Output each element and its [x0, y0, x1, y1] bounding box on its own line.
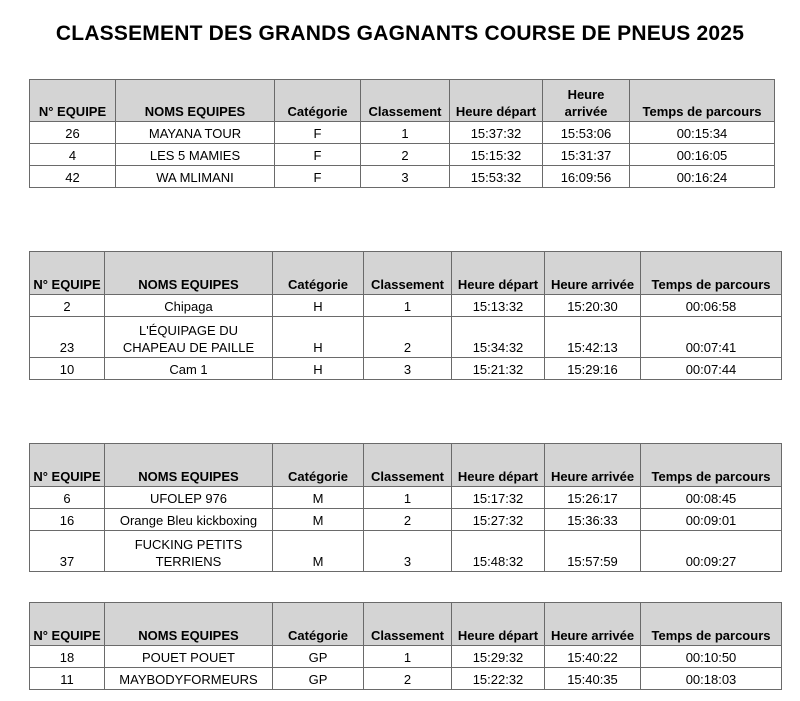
cell-ranking: 1	[361, 122, 450, 144]
page-title: CLASSEMENT DES GRANDS GAGNANTS COURSE DE PNEUS 2025	[55, 22, 745, 45]
table-row	[30, 317, 782, 358]
cell-arrival-time: 16:09:56	[543, 166, 630, 188]
header-ranking: Classement	[364, 603, 452, 646]
cell-ranking: 1	[364, 646, 452, 668]
header-start-time: Heure départ	[452, 444, 545, 487]
cell-start-time: 15:13:32	[452, 295, 545, 317]
cell-course-time: 00:09:27	[641, 531, 782, 572]
cell-start-time: 15:21:32	[452, 358, 545, 380]
header-ranking: Classement	[364, 444, 452, 487]
cell-start-time: 15:15:32	[450, 144, 543, 166]
cell-arrival-time: 15:57:59	[545, 531, 641, 572]
cell-team-number: 2	[30, 295, 105, 317]
header-course-time: Temps de parcours	[641, 444, 782, 487]
cell-start-time: 15:48:32	[452, 531, 545, 572]
header-category: Catégorie	[273, 252, 364, 295]
cell-category: F	[275, 144, 361, 166]
cell-arrival-time: 15:20:30	[545, 295, 641, 317]
results-table-h	[29, 251, 782, 380]
cell-team-name: POUET POUET	[105, 646, 273, 668]
cell-ranking: 1	[364, 295, 452, 317]
header-arrival-time: Heure arrivée	[545, 444, 641, 487]
header-course-time: Temps de parcours	[641, 252, 782, 295]
cell-team-number: 26	[30, 122, 116, 144]
cell-ranking: 2	[364, 668, 452, 690]
cell-team-name: WA MLIMANI	[116, 166, 275, 188]
cell-team-name: UFOLEP 976	[105, 487, 273, 509]
cell-team-number: 18	[30, 646, 105, 668]
cell-arrival-time: 15:53:06	[543, 122, 630, 144]
cell-team-number: 11	[30, 668, 105, 690]
header-category: Catégorie	[273, 444, 364, 487]
cell-start-time: 15:27:32	[452, 509, 545, 531]
cell-course-time: 00:07:41	[641, 317, 782, 358]
header-arrival-time: Heure arrivée	[543, 80, 630, 122]
table-header-row	[30, 80, 775, 122]
cell-arrival-time: 15:40:35	[545, 668, 641, 690]
header-arrival-time: Heure arrivée	[545, 603, 641, 646]
table-row	[30, 646, 782, 668]
header-team-name: NOMS EQUIPES	[105, 444, 273, 487]
cell-course-time: 00:08:45	[641, 487, 782, 509]
results-table-f	[29, 79, 775, 188]
cell-course-time: 00:07:44	[641, 358, 782, 380]
table-header-row	[30, 252, 782, 295]
cell-category: H	[273, 317, 364, 358]
table-header-row	[30, 603, 782, 646]
header-team-number: N° EQUIPE	[30, 603, 105, 646]
cell-ranking: 3	[364, 531, 452, 572]
table-row	[30, 668, 782, 690]
results-table-m	[29, 443, 782, 572]
header-category: Catégorie	[275, 80, 361, 122]
results-table-gp	[29, 602, 782, 690]
table-header-row	[30, 444, 782, 487]
cell-category: F	[275, 166, 361, 188]
table-row	[30, 509, 782, 531]
cell-team-name: Cam 1	[105, 358, 273, 380]
cell-arrival-time: 15:42:13	[545, 317, 641, 358]
cell-team-name: FUCKING PETITS TERRIENS	[105, 531, 273, 572]
cell-start-time: 15:37:32	[450, 122, 543, 144]
cell-team-name: LES 5 MAMIES	[116, 144, 275, 166]
cell-course-time: 00:06:58	[641, 295, 782, 317]
cell-ranking: 2	[364, 509, 452, 531]
cell-start-time: 15:22:32	[452, 668, 545, 690]
cell-course-time: 00:16:24	[630, 166, 775, 188]
cell-category: GP	[273, 668, 364, 690]
cell-team-name: MAYBODYFORMEURS	[105, 668, 273, 690]
cell-start-time: 15:53:32	[450, 166, 543, 188]
cell-ranking: 3	[364, 358, 452, 380]
cell-start-time: 15:17:32	[452, 487, 545, 509]
cell-ranking: 2	[361, 144, 450, 166]
cell-arrival-time: 15:40:22	[545, 646, 641, 668]
header-team-number: N° EQUIPE	[30, 80, 116, 122]
header-course-time: Temps de parcours	[630, 80, 775, 122]
cell-team-name: Chipaga	[105, 295, 273, 317]
cell-arrival-time: 15:36:33	[545, 509, 641, 531]
cell-team-name: Orange Bleu kickboxing	[105, 509, 273, 531]
cell-category: GP	[273, 646, 364, 668]
header-start-time: Heure départ	[450, 80, 543, 122]
cell-team-number: 16	[30, 509, 105, 531]
table-row	[30, 295, 782, 317]
cell-team-number: 37	[30, 531, 105, 572]
cell-course-time: 00:15:34	[630, 122, 775, 144]
table-row	[30, 358, 782, 380]
header-team-name: NOMS EQUIPES	[116, 80, 275, 122]
cell-start-time: 15:29:32	[452, 646, 545, 668]
header-team-number: N° EQUIPE	[30, 444, 105, 487]
header-ranking: Classement	[361, 80, 450, 122]
cell-category: M	[273, 531, 364, 572]
header-team-name: NOMS EQUIPES	[105, 603, 273, 646]
cell-team-number: 10	[30, 358, 105, 380]
header-start-time: Heure départ	[452, 252, 545, 295]
table-row	[30, 487, 782, 509]
cell-category: H	[273, 295, 364, 317]
cell-category: H	[273, 358, 364, 380]
header-arrival-time: Heure arrivée	[545, 252, 641, 295]
header-team-number: N° EQUIPE	[30, 252, 105, 295]
cell-arrival-time: 15:26:17	[545, 487, 641, 509]
header-category: Catégorie	[273, 603, 364, 646]
header-course-time: Temps de parcours	[641, 603, 782, 646]
cell-arrival-time: 15:29:16	[545, 358, 641, 380]
header-start-time: Heure départ	[452, 603, 545, 646]
cell-team-name: MAYANA TOUR	[116, 122, 275, 144]
cell-team-name: L'ÉQUIPAGE DU CHAPEAU DE PAILLE	[105, 317, 273, 358]
cell-category: F	[275, 122, 361, 144]
cell-category: M	[273, 487, 364, 509]
cell-course-time: 00:09:01	[641, 509, 782, 531]
cell-team-number: 42	[30, 166, 116, 188]
table-row	[30, 122, 775, 144]
cell-start-time: 15:34:32	[452, 317, 545, 358]
cell-ranking: 1	[364, 487, 452, 509]
cell-ranking: 2	[364, 317, 452, 358]
table-row	[30, 531, 782, 572]
cell-team-number: 23	[30, 317, 105, 358]
cell-ranking: 3	[361, 166, 450, 188]
header-ranking: Classement	[364, 252, 452, 295]
table-row	[30, 166, 775, 188]
cell-team-number: 4	[30, 144, 116, 166]
cell-category: M	[273, 509, 364, 531]
cell-course-time: 00:18:03	[641, 668, 782, 690]
cell-course-time: 00:16:05	[630, 144, 775, 166]
cell-arrival-time: 15:31:37	[543, 144, 630, 166]
cell-team-number: 6	[30, 487, 105, 509]
cell-course-time: 00:10:50	[641, 646, 782, 668]
table-row	[30, 144, 775, 166]
header-team-name: NOMS EQUIPES	[105, 252, 273, 295]
